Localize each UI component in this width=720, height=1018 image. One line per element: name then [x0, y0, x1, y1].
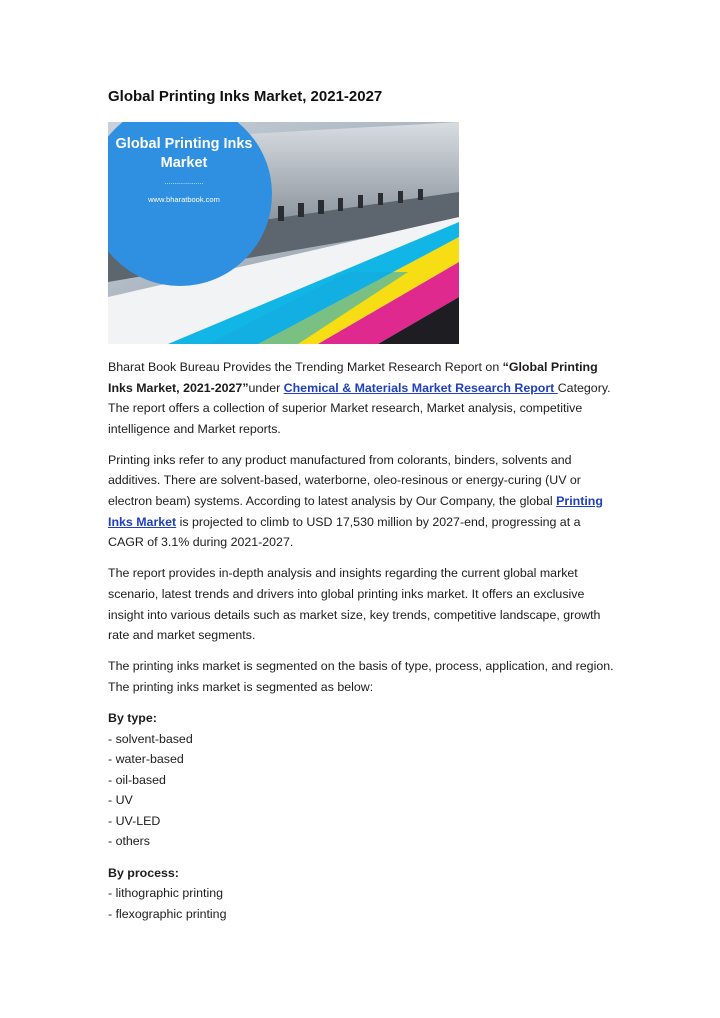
by-type-heading: By type:	[108, 710, 157, 725]
report-title-bold: “Global Printing Inks Market, 2021-2027”	[108, 360, 598, 395]
list-item: - lithographic printing	[108, 886, 224, 901]
hero-title-line1: Global Printing Inks	[115, 136, 253, 152]
hero-site: www.bharatbook.com	[148, 195, 220, 204]
printer-photo	[108, 122, 459, 344]
market-link[interactable]: Printing Inks Market	[108, 494, 603, 529]
list-item: - UV	[108, 793, 133, 808]
definition-text: Printing inks refer to any product manufactured from colorants, binders, solvents and additives. There are solvent-based, waterborne, oleo-resinous or energy-curing (UV or electron beam) systems. According to latest analysis by Our Company, the global	[108, 452, 581, 509]
by-process-heading: By process:	[108, 865, 179, 880]
list-item: - flexographic printing	[108, 906, 227, 921]
intro-text-2: under	[248, 380, 284, 395]
list-item: - solvent-based	[108, 731, 193, 746]
list-item: - water-based	[108, 752, 184, 767]
list-item: - UV-LED	[108, 813, 161, 828]
segmentation-paragraph: The printing inks market is segmented on the basis of type, process, application, and region. The printing inks market is segmented as below:	[108, 659, 614, 694]
definition-text-2: is projected to climb to USD 17,530 million by 2027-end, progressing at a CAGR of 3.1% during 2021-2027.	[108, 514, 581, 550]
list-item: - others	[108, 834, 151, 849]
analysis-paragraph: The report provides in-depth analysis and insights regarding the current global market scenario, latest trends and drivers into global printing inks market. It offers an exclusive insight into various details such as market size, key trends, competitive landscape, growth rate and market segments.	[108, 566, 601, 643]
intro-text-3: Category. The report offers a collection of superior Market research, Market analysis, competitive intelligence and Market reports.	[108, 380, 611, 436]
page-title: Global Printing Inks Market, 2021-2027	[108, 88, 383, 105]
hero-image	[108, 122, 459, 344]
hero-title-line2: Market	[160, 155, 208, 171]
by-process-section	[108, 863, 618, 925]
definition-paragraph	[108, 450, 618, 553]
intro-text: Bharat Book Bureau Provides the Trending Market Research Report on	[108, 360, 503, 374]
by-type-section	[108, 708, 618, 852]
article-body	[108, 357, 618, 935]
intro-paragraph	[108, 357, 618, 439]
hero-dots: ....................	[164, 179, 204, 186]
list-item: - oil-based	[108, 772, 166, 787]
category-link[interactable]: Chemical & Materials Market Research Report	[283, 380, 558, 395]
